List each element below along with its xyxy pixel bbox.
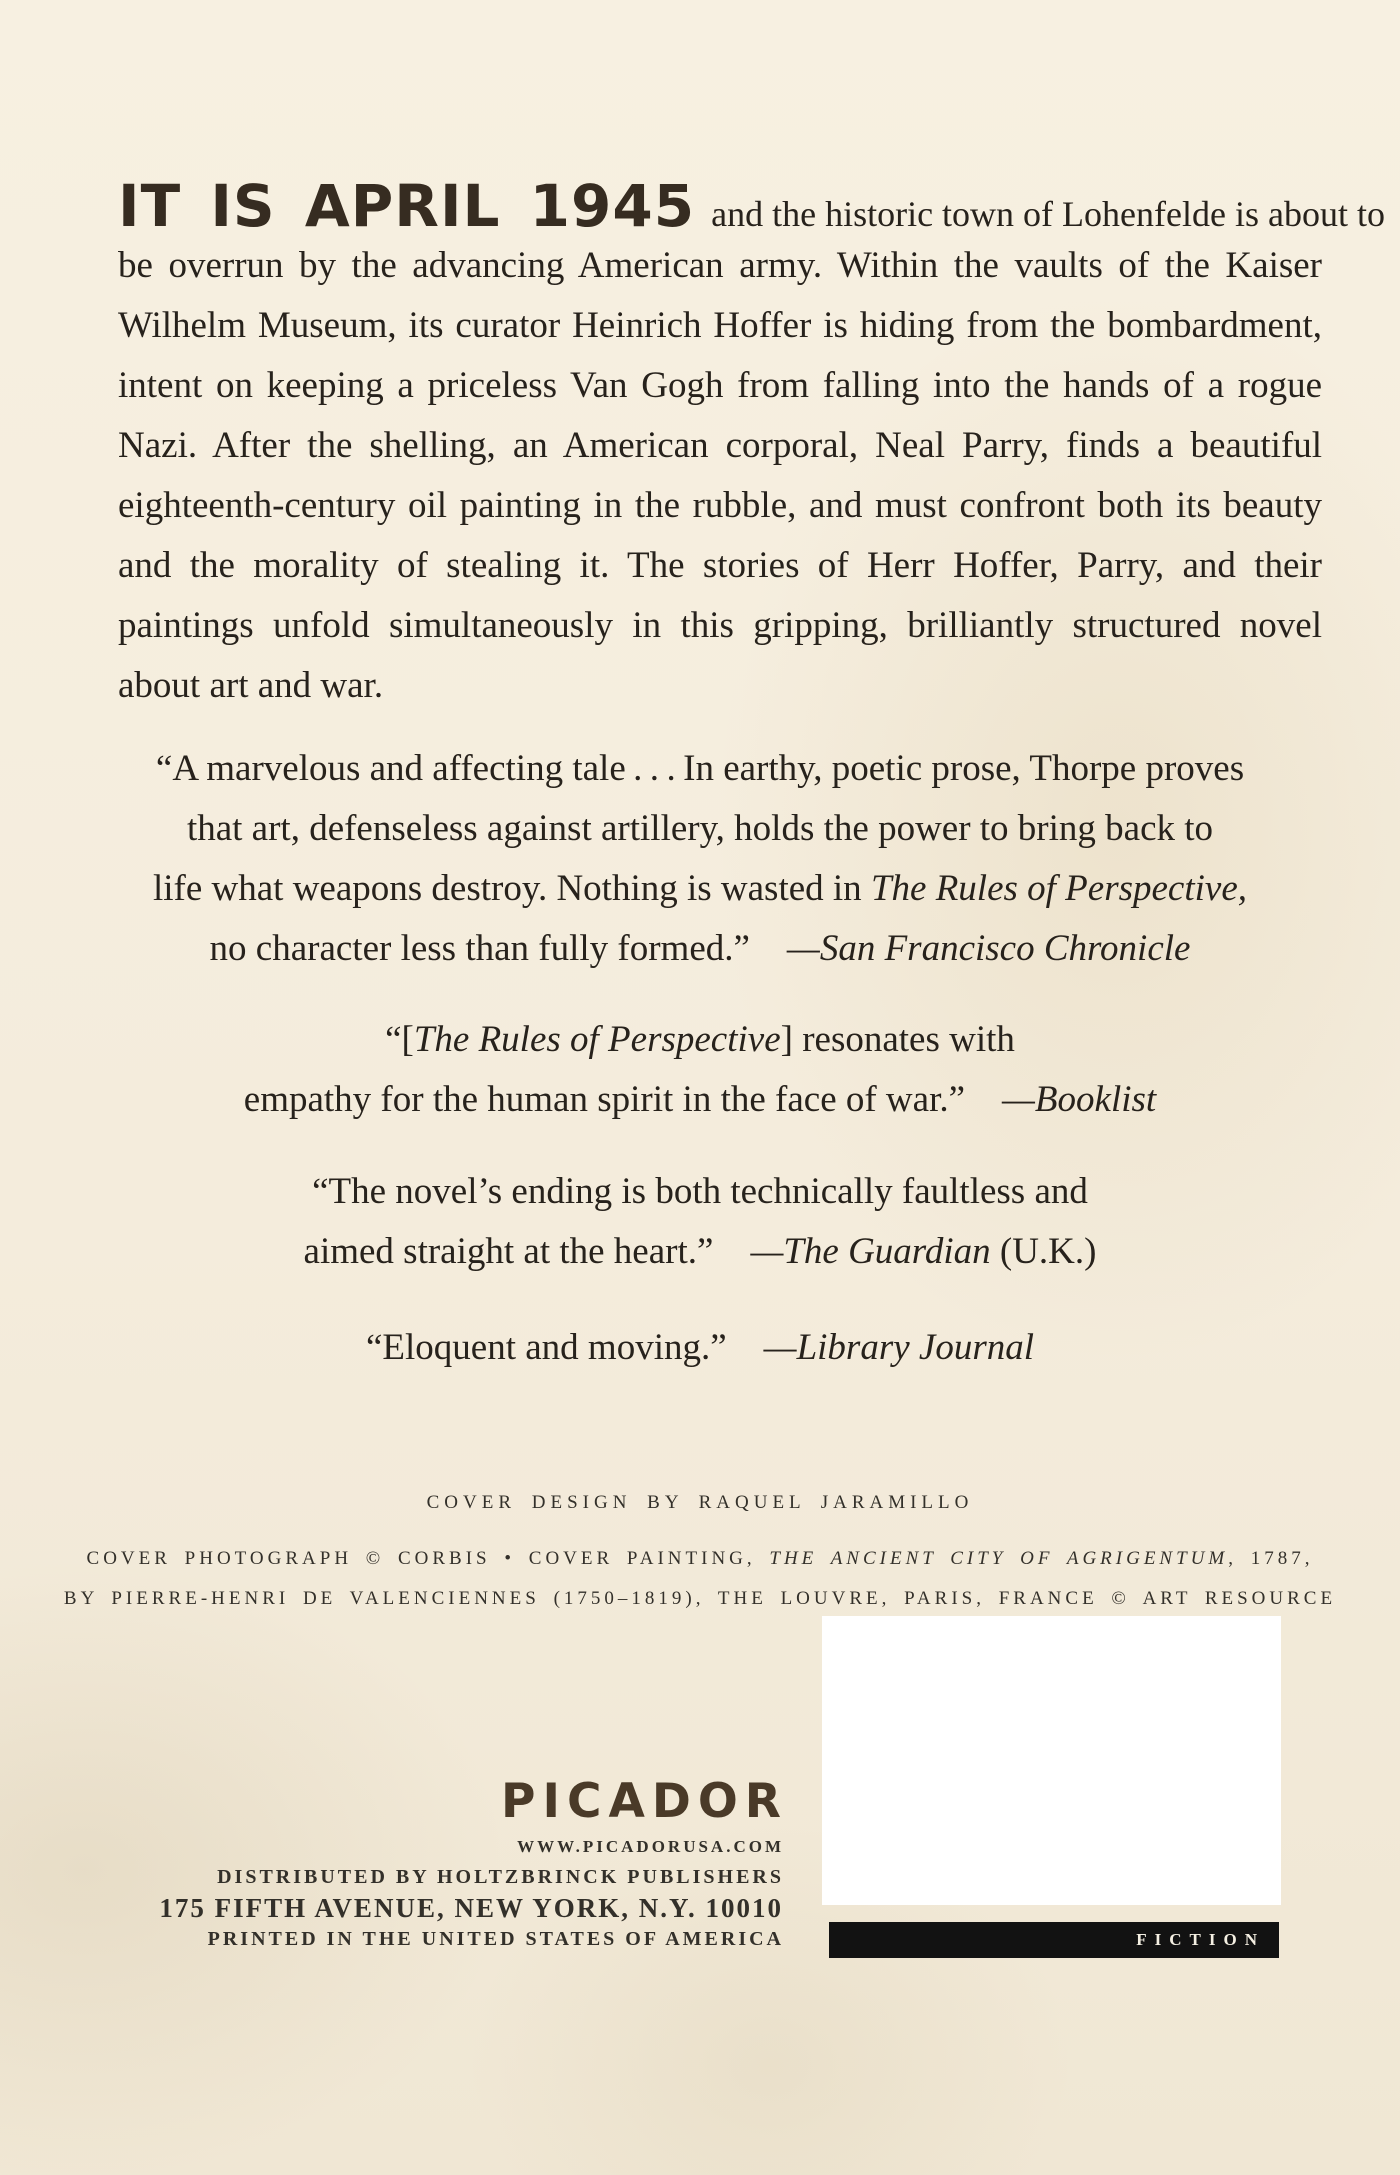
fiction-label: FICTION: [1136, 1930, 1265, 1949]
publisher-website: WWW.PICADORUSA.COM: [517, 1837, 784, 1856]
intro-heading: IT IS APRIL 1945: [118, 172, 696, 240]
quote-guardian: “The novel’s ending is both technically faultless and aimed straight at the heart.” —The Guardian (U.K.): [303, 1171, 1097, 1272]
credits-photograph-painting: COVER PHOTOGRAPH © CORBIS • COVER PAINTING, THE ANCIENT CITY OF AGRIGENTUM, 1787,: [86, 1548, 1314, 1569]
synopsis-block: [118, 172, 1385, 716]
picador-logo: PICADOR: [501, 1774, 788, 1829]
publisher-address: 175 FIFTH AVENUE, NEW YORK, N.Y. 10010: [159, 1893, 783, 1923]
credits-cover-design: COVER DESIGN BY RAQUEL JARAMILLO: [426, 1492, 974, 1513]
synopsis-first-line: [118, 172, 1385, 240]
synopsis-paragraph: be overrun by the advancing American army. Within the vaults of the Kaiser Wilhelm Museum, its curator Heinrich Hoffer is hiding from the bombardment, intent on keeping a priceless Van Gogh from falling into the hands of a rogue Nazi. After the shelling, an American corporal, Neal Parry, finds a beautiful eighteenth-century oil painting in the rubble, and must confront both its beauty and the morality of stealing it. The stories of Herr Hoffer, Parry, and their paintings unfold simultaneously in this gripping, brilliantly structured novel about art and war.: [118, 245, 1322, 706]
quote-booklist: “[The Rules of Perspective] resonates with empathy for the human spirit in the face of war.” —Booklist: [243, 1019, 1157, 1120]
fiction-bar: [829, 1922, 1279, 1958]
publisher-printed: PRINTED IN THE UNITED STATES OF AMERICA: [207, 1928, 784, 1950]
intro-first-line-text: and the historic town of Lohenfelde is about to: [711, 194, 1385, 234]
quote-san-francisco-chronicle: “A marvelous and affecting tale . . . In earthy, poetic prose, Thorpe proves that art, defenseless against artillery, holds the power to bring back to life what weapons destroy. Nothing is wasted in The Rules of Perspective, no character less than fully formed.” —San Francisco Chronicle: [152, 748, 1247, 969]
barcode-box: [822, 1616, 1281, 1905]
publisher-distributor: DISTRIBUTED BY HOLTZBRINCK PUBLISHERS: [217, 1866, 784, 1888]
credits-artist: BY PIERRE-HENRI DE VALENCIENNES (1750–1819), THE LOUVRE, PARIS, FRANCE © ART RESOURCE: [63, 1588, 1337, 1609]
publisher-block: [159, 1774, 788, 1954]
quote-library-journal: “Eloquent and moving.” —Library Journal: [366, 1327, 1034, 1368]
